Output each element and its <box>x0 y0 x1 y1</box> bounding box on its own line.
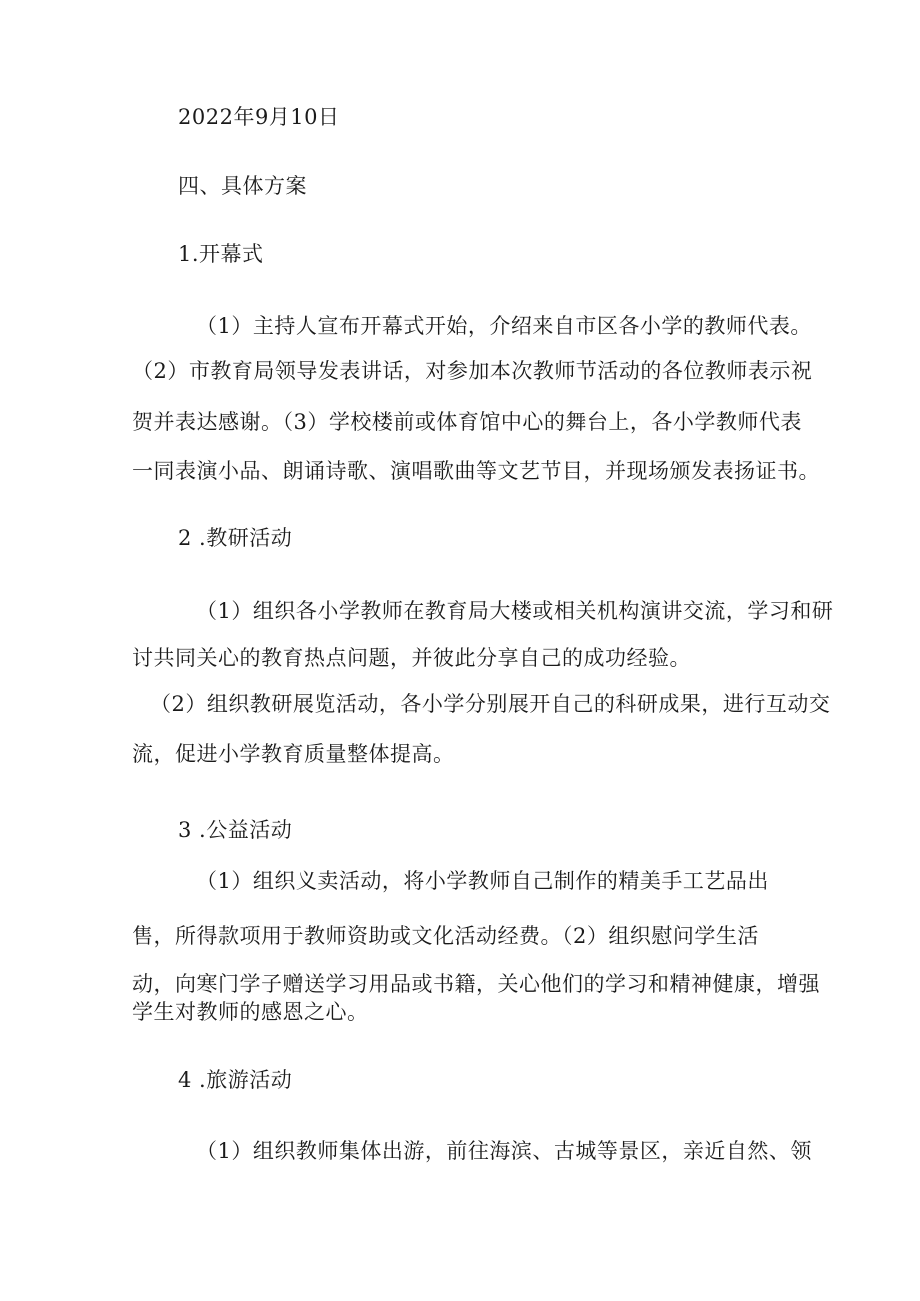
subsection-heading-travel: 4 .旅游活动 <box>178 1068 293 1092</box>
subsection-heading-opening: 1.开幕式 <box>178 242 264 266</box>
date-line: 2022年9月10日 <box>178 105 340 129</box>
paragraph-line: 售，所得款项用于教师资助或文化活动经费。（2）组织慰问学生活 <box>132 924 759 948</box>
paragraph-line: 讨共同关心的教育热点问题，并彼此分享自己的成功经验。 <box>132 646 691 670</box>
paragraph-line: 流，促进小学教育质量整体提高。 <box>132 742 455 766</box>
paragraph-line: 一同表演小品、朗诵诗歌、演唱歌曲等文艺节目，并现场颁发表扬证书。 <box>132 459 820 483</box>
section-title: 四、具体方案 <box>178 174 307 198</box>
paragraph-line: （1）主持人宣布开幕式开始，介绍来自市区各小学的教师代表。 <box>196 314 812 338</box>
paragraph-line: 动，向寒门学子赠送学习用品或书籍，关心他们的学习和精神健康，增强 <box>132 972 820 996</box>
paragraph-line: 学生对教师的感恩之心。 <box>132 1000 369 1024</box>
paragraph-line: （2）组织教研展览活动，各小学分别展开自己的科研成果，进行互动交 <box>150 692 831 716</box>
paragraph-line: （1）组织教师集体出游，前往海滨、古城等景区，亲近自然、领 <box>196 1139 812 1163</box>
subsection-heading-charity: 3 .公益活动 <box>178 818 293 842</box>
subsection-heading-research: 2 .教研活动 <box>178 526 293 550</box>
paragraph-line: （1）组织各小学教师在教育局大楼或相关机构演讲交流，学习和研 <box>196 599 834 623</box>
paragraph-line: 贺并表达感谢。（3）学校楼前或体育馆中心的舞台上，各小学教师代表 <box>132 410 802 434</box>
paragraph-line: （1）组织义卖活动，将小学教师自己制作的精美手工艺品出 <box>196 869 769 893</box>
paragraph-line: （2）市教育局领导发表讲话，对参加本次教师节活动的各位教师表示祝 <box>132 359 813 383</box>
